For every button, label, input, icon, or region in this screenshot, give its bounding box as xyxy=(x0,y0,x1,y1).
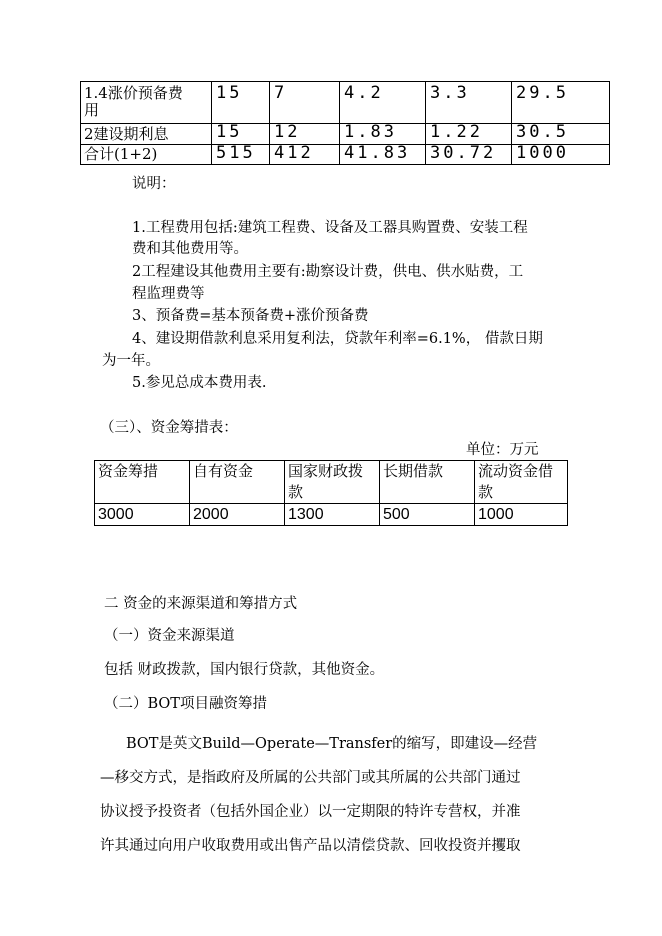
row-label-line: 1.4涨价预备费 xyxy=(84,84,183,102)
row-label-line: 用 xyxy=(84,101,100,119)
table-header-cell xyxy=(475,461,568,504)
table-cell: 1.22 xyxy=(426,124,512,145)
cost-table xyxy=(80,81,610,165)
note-line: 程监理费等 xyxy=(132,286,205,302)
table-cell: 500 xyxy=(380,504,475,526)
paragraph-line: 协议授予投资者（包括外国企业）以一定期限的特许专营权，并准 xyxy=(100,804,521,820)
header-line: 款 xyxy=(478,483,494,501)
table-header-cell: 自有资金 xyxy=(190,461,285,504)
row-label: 2建设期利息 xyxy=(81,124,212,145)
funding-table xyxy=(94,460,568,526)
note-line: 5.参见总成本费用表. xyxy=(132,375,267,391)
table-cell: 15 xyxy=(212,124,270,145)
paragraph-line: BOT是英文Build—Operate—Transfer的缩写，即建设—经营 xyxy=(126,736,538,752)
table-cell: 515 xyxy=(212,145,270,165)
note-line: 2工程建设其他费用主要有:勘察设计费，供电、供水贴费，工 xyxy=(132,264,524,280)
table-cell: 30.5 xyxy=(512,124,610,145)
table-cell: 15 xyxy=(212,82,270,124)
table-row xyxy=(81,145,610,165)
section-heading: 二 资金的来源渠道和筹措方式 xyxy=(104,596,298,612)
table-cell: 7 xyxy=(270,82,340,124)
table-row xyxy=(95,461,568,504)
table-cell: 29.5 xyxy=(512,82,610,124)
table-cell: 412 xyxy=(270,145,340,165)
row-label xyxy=(81,82,212,124)
table-row xyxy=(81,124,610,145)
table-cell: 12 xyxy=(270,124,340,145)
row-label: 合计(1+2) xyxy=(81,145,212,165)
section-title: （三）、资金筹措表： xyxy=(100,420,238,436)
table-header-cell: 长期借款 xyxy=(380,461,475,504)
table-cell: 2000 xyxy=(190,504,285,526)
table-header-cell xyxy=(285,461,380,504)
header-line: 款 xyxy=(288,483,304,501)
header-line: 流动资金借 xyxy=(478,462,554,480)
table-cell: 1000 xyxy=(512,145,610,165)
paragraph-line: —移交方式，是指政府及所属的公共部门或其所属的公共部门通过 xyxy=(100,770,521,786)
table-cell: 1000 xyxy=(475,504,568,526)
note-line: 1.工程费用包括:建筑工程费、设备及工器具购置费、安装工程 xyxy=(132,220,528,236)
table-cell: 4.2 xyxy=(340,82,426,124)
note-line: 4、建设期借款利息采用复利法，贷款年利率=6.1%， 借款日期 xyxy=(132,331,543,347)
table-cell: 1.83 xyxy=(340,124,426,145)
table-cell: 3.3 xyxy=(426,82,512,124)
paragraph-line: 许其通过向用户收取费用或出售产品以清偿贷款、回收投资并攫取 xyxy=(100,838,521,854)
note-line: 3、预备费=基本预备费+涨价预备费 xyxy=(132,308,369,324)
subsection-heading: （二）BOT项目融资筹措 xyxy=(104,696,267,712)
table-cell: 1300 xyxy=(285,504,380,526)
notes-heading: 说明： xyxy=(132,176,176,192)
note-line: 费和其他费用等。 xyxy=(132,241,248,257)
subsection-heading: （一）资金来源渠道 xyxy=(104,628,235,644)
header-line: 国家财政拨 xyxy=(288,462,364,480)
table-cell: 30.72 xyxy=(426,145,512,165)
unit-label: 单位：万元 xyxy=(466,442,539,458)
table-cell: 3000 xyxy=(95,504,190,526)
table-cell: 41.83 xyxy=(340,145,426,165)
paragraph: 包括 财政拨款，国内银行贷款，其他资金。 xyxy=(104,662,385,678)
table-row xyxy=(95,504,568,526)
table-row xyxy=(81,82,610,124)
table-header-cell: 资金筹措 xyxy=(95,461,190,504)
note-line: 为一年。 xyxy=(102,353,160,369)
